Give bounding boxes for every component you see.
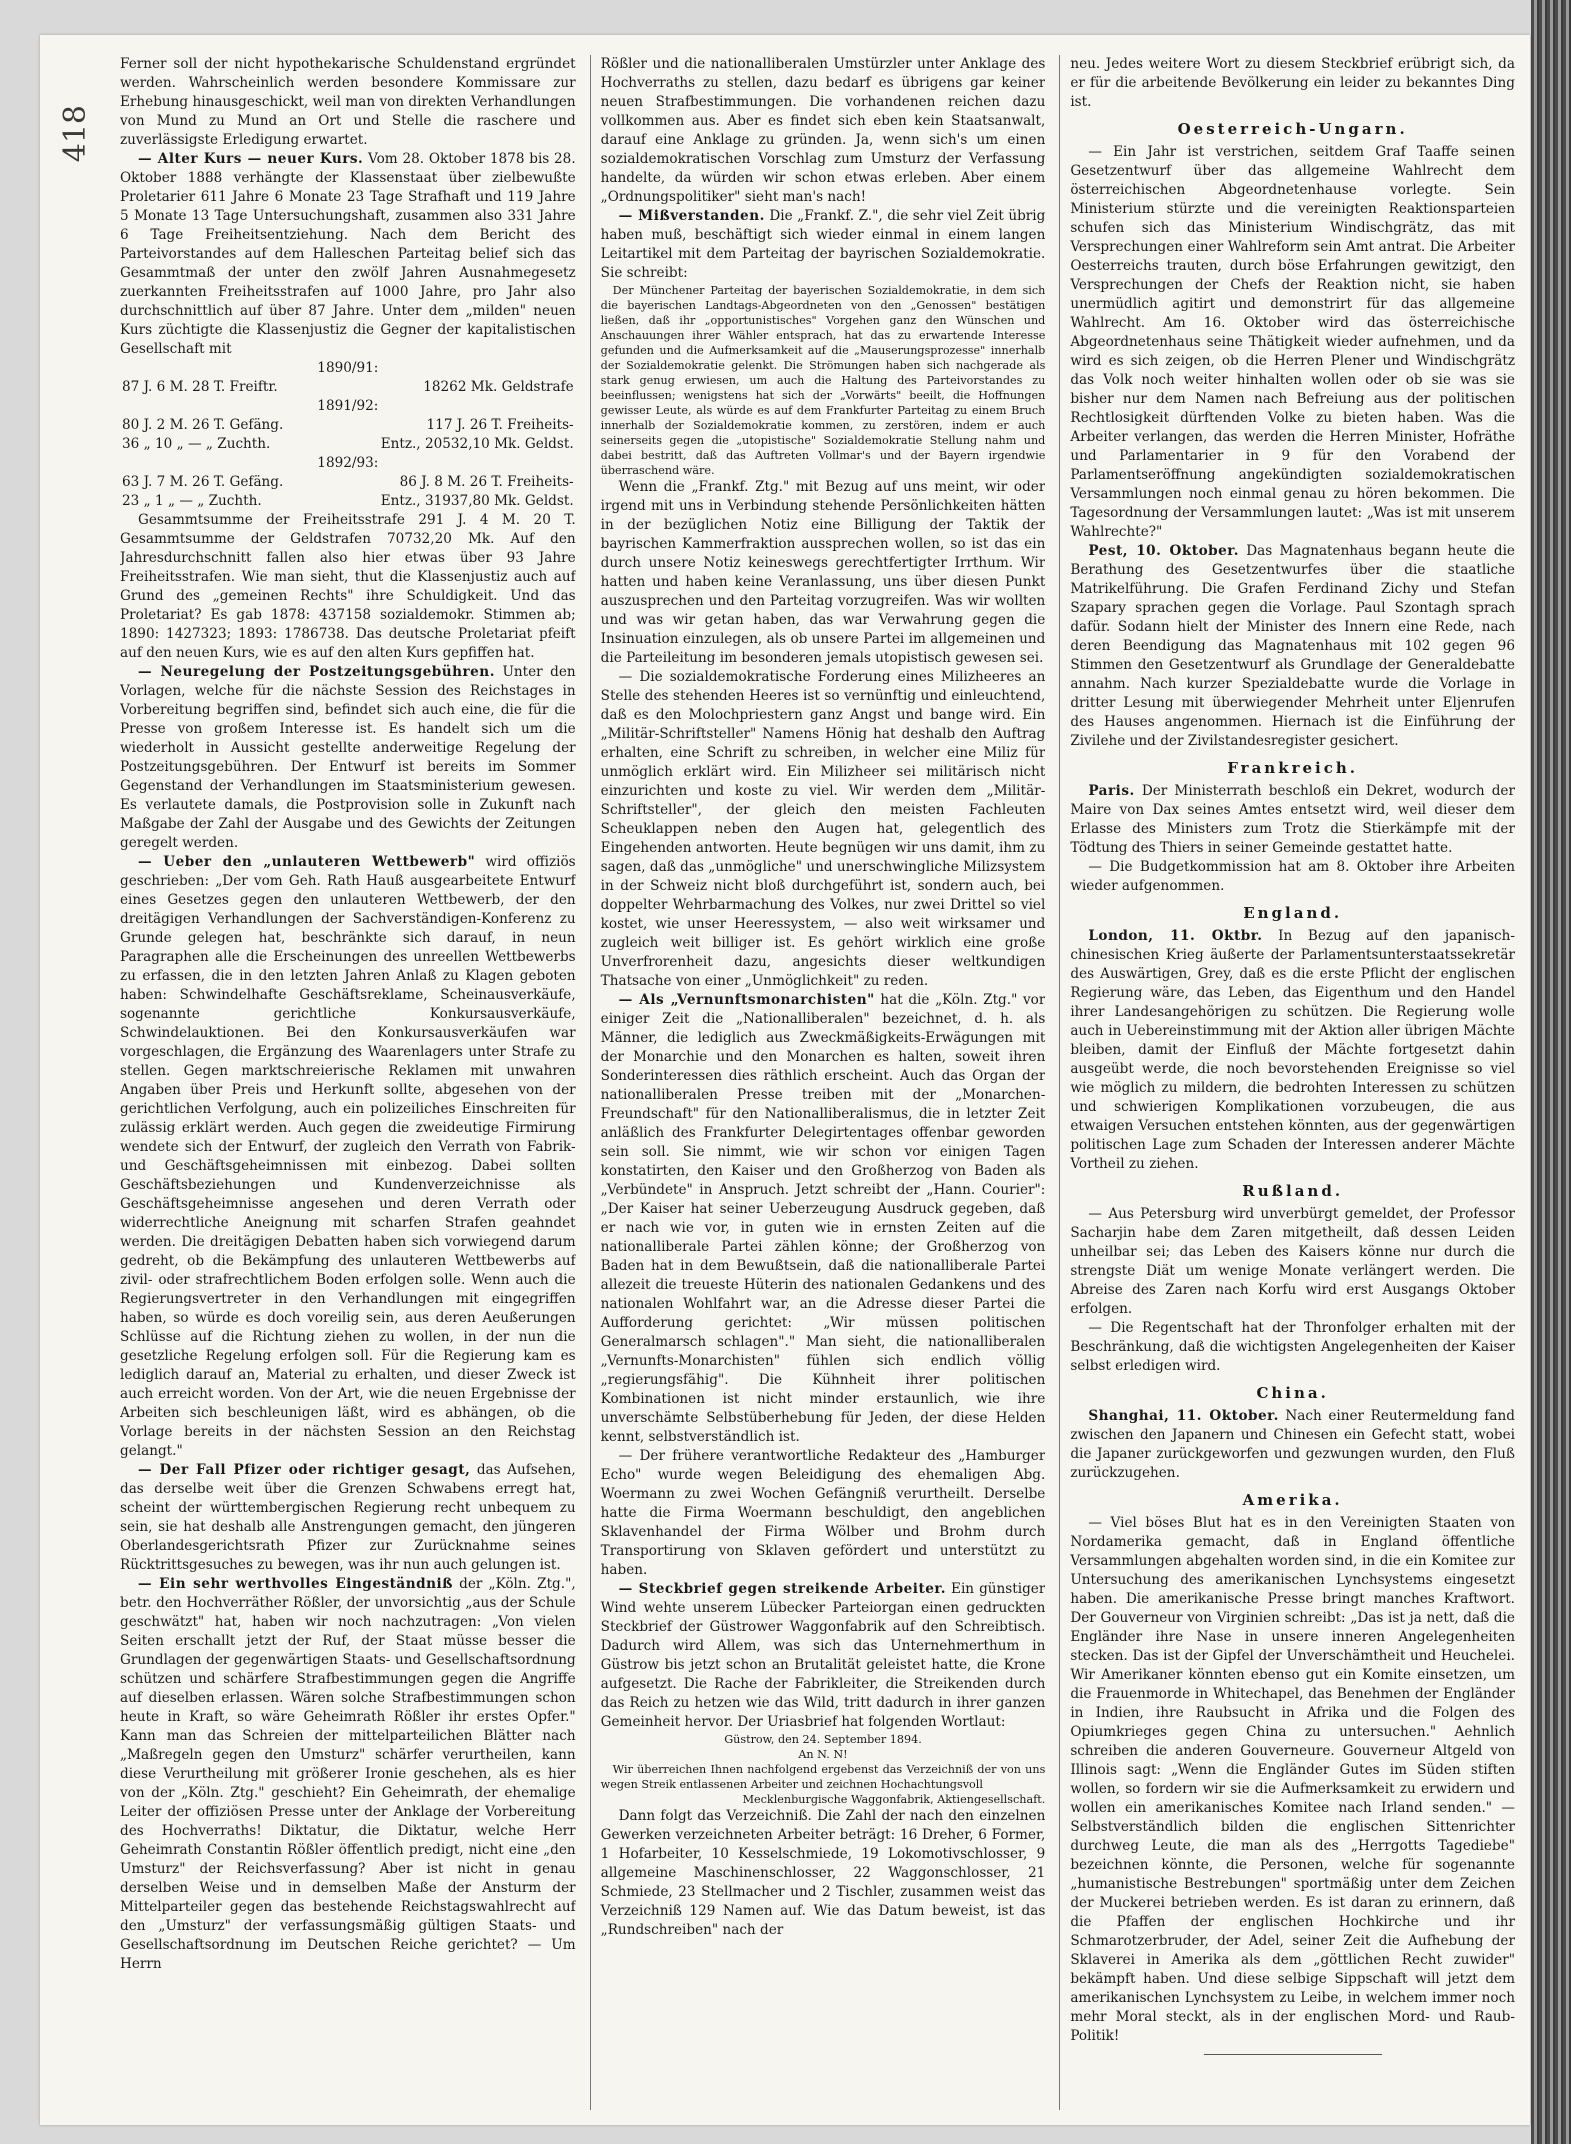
article-text: wird offiziös geschrieben: „Der vom Geh. Rath Hauß ausgearbeitete Entwurf eines Gesetzes gegen den unlauteren Wettbewerb, der den dreitägigen Verhandlungen der Sachverständigen-Konferenz zu Grunde gelegen hat, beschränkte sich darauf, in neun Paragraphen alle die Erscheinungen des unreellen Wettbewerbs zu erfassen, die in den letzten Jahren Anlaß zu Klagen geboten haben: Schwindelhafte Geschäftsreklame, Scheinausverkäufe, sogenannte gerichtliche Konkursausverkäufe, Schwindelauktionen. Bei den Konkursausverkäufen war vorgeschlagen, die Ergänzung des Waarenlagers unter Strafe zu stellen. Gegen marktschreierische Reklamen mit unwahren Angaben über Preis und Herkunft sollte, abgesehen von der gerichtlichen Verfolgung, auch ein polizeiliches Einschreiten für zulässig erklärt werden. Auch gegen die zweideutige Firmirung wendete sich der Entwurf, der zugleich den Verrath von Fabrik- und Geschäftsgeheimnissen mit einbezog. Dabei sollten Geschäftsbeziehungen und Kundenverzeichnisse als Geschäftsgeheimnisse angesehen und deren Verrath oder widerrechtliche Aneignung mit scharfen Strafen geahndet werden. Die dreitägigen Debatten haben sich vorwiegend darum gedreht, ob die Bekämpfung des unlauteren Wettbewerbs auf zivil- oder strafrechtlichem Boden erfolgen solle. Wenn auch die Regierungsvertreter in den Verhandlungen mit eingegriffen haben, so würde es doch voreilig sein, aus deren Aeußerungen Schlüsse auf die Richtung ziehen zu wollen, in der nun die gesetzliche Regelung erfolgen soll. Für die Regierung kam es lediglich darauf an, Material zu erhalten, und dieser Zweck ist auch erreicht worden. Von der Art, wie die neuen Ergebnisse der Arbeiten sich beschleunigen läßt, wird es abhängen, ob die Vorlage bereits in der nächsten Session an den Reichstag gelangt." — [120, 854, 576, 1459]
article-text: Unter den Vorlagen, welche für die nächste Session des Reichstages in Vorbereitung begriffen sind, befindet sich auch eine, die für die Presse von großem Interesse ist. Es handelt sich um die wiederholt in Aussicht gestellte anderweitige Regelung der Postzeitungsgebühren. Der Entwurf ist bereits im Sommer Gegenstand der Verhandlungen im Staatsministerium gewesen. Es verlautete damals, die Postprovision solle in Zukunft nach Maßgabe der Zahl der Ausgabe und des Gewichts der Zeitungen geregelt werden. — [120, 664, 576, 851]
article-paragraph: Dann folgt das Verzeichniß. Die Zahl der nach den einzelnen Gewerken verzeichneten Arbeiter beträgt: 16 Dreher, 6 Former, 1 Hofarbeiter, 10 Kesselschmiede, 19 Lokomotivschlosser, 9 allgemeine Maschinenschlosser, 22 Waggonschlosser, 21 Schmiede, 23 Stellmacher und 2 Tischler, zusammen weist das Verzeichniß 129 Namen auf. Wie das Datum beweist, ist das „Rundschreiben" nach der — [600, 1808, 1046, 1938]
section-heading-china: China. — [1256, 1384, 1329, 1402]
text-columns — [120, 55, 1515, 2110]
section-heading-france: Frankreich. — [1227, 759, 1359, 777]
article-paragraph: — Ein Jahr ist verstrichen, seitdem Graf Taaffe seinen Gesetzentwurf über das allgemeine Wahlrecht dem österreichischen Abgeordnetenhause vorlegte. Sein Ministerium stürzte und die vereinigten Reaktionsparteien schufen sich das Ministerium Windischgrätz, das mit Versprechungen einer Wahlreform sein Amt antrat. Die Arbeiter Oesterreichs trauten, durch böse Erfahrungen gewitzigt, den Versprechungen der Chefs der Reaktion nicht, sie haben unermüdlich agitirt und demonstrirt für das allgemeine Wahlrecht. Am 16. Oktober wird das österreichische Abgeordnetenhaus seine Thätigkeit wieder aufnehmen, und da wird es sich zeigen, ob die Herren Plener und Windischgrätz das Volk noch weiter hinhalten wollen oder ob sie was sie bisher nur dem Namen nach Befreiung aus der politischen Rechtlosigkeit dürftenden Volke zu bieten haben. Was die Arbeiter verlangen, das werden die Herren Minister, Hofräthe und Parlamentarier in 9 für den Vorabend der Parlamentseröffnung angekündigten sozialdemokratischen Versammlungen noch einmal genau zu hören bekommen. Die Tagesordnung der Versammlungen lautet: „Was ist mit unserem Wahlrechte?" — [1070, 144, 1515, 540]
stats-cell: 87 J. 6 M. 28 T. Freiftr. — [122, 379, 278, 395]
stats-table — [120, 473, 576, 511]
letter-body: Wir überreichen Ihnen nachfolgend ergebenst das Verzeichniß der von uns wegen Streik entlassenen Arbeiter und zeichnen Hochachtungsvoll — [600, 1763, 1046, 1791]
article-paragraph — [1070, 927, 1515, 1174]
article-heading: — Ein sehr werthvolles Eingeständniß — [138, 1576, 453, 1592]
section-heading-russia: Rußland. — [1242, 1182, 1344, 1200]
quote-text: Der Münchener Parteitag der bayerischen Sozialdemokratie, in dem sich die bayerischen Landtags-Abgeordneten von den „Genossen" bestätigen ließen, daß ihr „opportunistisches" Vorgehen ganz den Wünschen und Anschauungen ihrer Wähler entsprach, hat das zu erwartende Interesse gefunden und die Aufmerksamkeit auf die „Mauserungsprozesse" innerhalb der Sozialdemokratie gelenkt. Die Strömungen haben sich nachgerade als stark genug erwiesen, um auch die Haltung des Parteivorstandes zu beeinflussen; wenigstens hat sich der „Vorwärts" beeilt, die Hoffnungen gewisser Leute, als würde es auf dem Frankfurter Parteitag zu einem Bruch innerhalb der Sozialdemokratie kommen, zu zerstören, indem er auch seinerseits gegen die „utopistische" Sozialdemokratie Stellung nahm und dabei bestritt, daß das Auftreten Vollmar's und der Bayern irgendwie überraschend wäre. — [600, 284, 1046, 477]
article-paragraph: — Aus Petersburg wird unverbürgt gemeldet, der Professor Sacharjin habe dem Zaren mitgetheilt, daß dessen Leiden unheilbar sei; das Leben des Kaisers könne nur durch die strengste Diät um wenige Monate verlängert werden. Die Abreise des Zaren nach Korfu wird erst Ausgangs Oktober erfolgen. — [1070, 1206, 1515, 1317]
article-paragraph — [120, 1575, 576, 1974]
section-heading-england: England. — [1243, 904, 1343, 922]
newspaper-page — [40, 35, 1530, 2125]
article-text: In Bezug auf den japanisch-chinesischen Krieg äußerte der Parlamentsunterstaatssekretär des Auswärtigen, Grey, daß es die erste Pflicht der englischen Regierung wäre, das Leben, das Eigenthum und den Handel ihrer Landesangehörigen zu schützen. Die Regierung wolle auch in Uebereinstimmung mit der Aktion aller übrigen Mächte bleiben, damit der Einfluß der Mächte fortgesetzt dahin ausgeübt werde, die noch bevorstehenden Ereignisse so viel wie möglich zu mildern, die bedrohten Interessen zu schützen und schwierigen Komplikationen vorzubeugen, die aus etwaigen Versuchen entstehen könnten, aus der gegenwärtigen politischen Lage zum Schaden der Interessen anderer Mächte Vortheil zu ziehen. — [1070, 928, 1515, 1172]
stats-table — [120, 378, 576, 397]
section-heading-america: Amerika. — [1242, 1491, 1343, 1509]
letter-date: Güstrow, den 24. September 1894. — [724, 1733, 922, 1746]
article-paragraph: Gesammtsumme der Freiheitsstrafe 291 J. 4 M. 20 T. Gesammtsumme der Geldstrafen 70732,20 Mk. Auf den Jahresdurchschnitt fallen also hier etwas über 93 Jahre Freiheitsstrafen. Wie man sieht, thut die Klassenjustiz auch auf Grund des „gemeinen Rechts" ihre Schuldigkeit. Und das Proletariat? Es gab 1878: 437158 sozialdemokr. Stimmen ab; 1890: 1427323; 1893: 1786738. Das deutsche Proletariat pfeift auf den neuen Kurs, wie es auf den alten Kurs gepfiffen hat. — [120, 512, 576, 661]
article-text: Ein günstiger Wind wehte unserem Lübecker Parteiorgan einen gedruckten Steckbrief der Güstrower Waggonfabrik auf den Schreibtisch. Dadurch wird Allem, was sich das Unternehmerthum in Güstrow bis jetzt schon an Brutalität geleistet hatte, die Krone aufgesetzt. Die Rache der Fabrikleiter, die Streikenden durch das Reich zu hetzen wie das Wild, tritt dadurch in ihrer ganzen Gemeinheit hervor. Der Uriasbrief hat folgenden Wortlaut: — [600, 1581, 1046, 1730]
dateline: Paris. — [1088, 783, 1135, 799]
article-heading: — Der Fall Pfizer oder richtiger gesagt, — [138, 1462, 471, 1478]
article-paragraph — [1070, 542, 1515, 751]
article-paragraph: — Viel böses Blut hat es in den Vereinigten Staaten von Nordamerika gemacht, daß in England öffentliche Versammlungen abgehalten worden sind, in die ein Komitee zur Untersuchung des amerikanischen Lynchsystems eingesetzt haben. Die amerikanische Presse bringt manches Kraftwort. Der Gouverneur von Virginien schreibt: „Das ist ja nett, daß die Engländer ihre Nase in unsere inneren Angelegenheiten stecken. Das ist der Gipfel der Unverschämtheit und Heuchelei. Wir Amerikaner könnten ebenso gut ein Komite einsetzen, um die Frauenmorde in Whitechapel, das Benehmen der Engländer in Indien, ihre Raubsucht in Afrika und die Folgen des Opiumkrieges gegen China zu untersuchen." Aehnlich schreiben die anderen Gouverneure. Gouverneur Altgeld von Illinois sagt: „Wenn die Engländer Gutes im Süden stiften wollen, so fordern wir sie die Aufmerksamkeit zu erwidern und wollen ein amerikanisches Komitee nach Irland senden." — Selbstverständlich bilden die englischen Sittenrichter durchweg Leute, die man als des „Herrgotts Tagediebe" bezeichnen könnte, die Personen, welche für sogenannte „humanistische Bestrebungen" sportmäßig unter dem Zeichen der Muckerei betrieben werden. Es ist daran zu erinnern, daß die Pfaffen der englischen Hochkirche und ihr Schmarotzerbruder, der Adel, seiner Zeit die Aufhebung der Sklaverei in Amerika als dem „göttlichen Recht zuwider" bekämpft haben. Und diese selbige Sippschaft will jetzt dem amerikanischen Lynchsystem zu Leibe, in welchem immer noch mehr Moral steckt, als in der englischen Mord- und Raub-Politik! — [1070, 1515, 1515, 2044]
letter-excerpt — [601, 1732, 1046, 1807]
column-3 — [1059, 55, 1515, 2110]
article-text: Vom 28. Oktober 1878 bis 28. Oktober 1888 verhängte der Klassenstaat über zielbewußte Proletarier 611 Jahre 6 Monate 23 Tage Strafhaft und 119 Jahre 5 Monate 13 Tage Untersuchungshaft, zusammen also 331 Jahre 6 Tage Freiheitsentziehung. Nach dem Bericht des Parteivorstandes auf dem Halleschen Parteitag belief sich das Gesammtmaß der unter den zwölf Jahren Ausnahmegesetz zuerkannten Freiheitsstrafen auf 1000 Jahre, pro Jahr also durchschnittlich auf über 87 Jahre. Unter dem „milden" neuen Kurs züchtigte die Klassenjustiz die Gegner der kapitalistischen Gesellschaft mit — [120, 151, 576, 357]
article-text: Nach einer Reutermeldung fand zwischen den Japanern und Chinesen ein Gefecht statt, wobei die Japaner zurückgeworfen und gezwungen wurden, den Fluß zurückzugehen. — [1070, 1408, 1515, 1481]
article-heading: — Mißverstanden. — [618, 208, 765, 224]
stats-cell: Entz., 31937,80 Mk. Geldst. — [380, 493, 574, 509]
stats-cell: 18262 Mk. Geldstrafe — [423, 379, 574, 395]
article-paragraph — [1070, 1407, 1515, 1483]
stats-year: 1891/92: — [317, 398, 379, 414]
article-paragraph: — Die Regentschaft hat der Thronfolger erhalten mit der Beschränkung, daß die wichtigsten Angelegenheiten der Kaiser selbst erledigen wird. — [1070, 1320, 1515, 1374]
article-paragraph — [601, 207, 1046, 283]
article-paragraph: neu. Jedes weitere Wort zu diesem Steckbrief erübrigt sich, da er für die arbeitende Bevölkerung ein leider zu bekanntes Ding ist. — [1070, 56, 1515, 110]
stats-cell: 117 J. 26 T. Freiheits- — [426, 417, 574, 433]
article-heading: — Als „Vernunftsmonarchisten" — [618, 992, 875, 1008]
article-paragraph — [1070, 782, 1515, 858]
stats-cell: 36 „ 10 „ — „ Zuchth. — [122, 436, 271, 452]
section-heading-austria: Oesterreich-Ungarn. — [1177, 120, 1408, 138]
article-heading: — Ueber den „unlauteren Wettbewerb" — [138, 854, 476, 870]
article-text: Die „Frankf. Z.", die sehr viel Zeit übrig haben muß, beschäftigt sich wieder einmal in einem langen Leitartikel mit dem Parteitag der bayrischen Sozialdemokratie. Sie schreibt: — [600, 208, 1046, 281]
stats-cell: 63 J. 7 M. 26 T. Gefäng. — [122, 474, 284, 490]
stats-cell: Entz., 20532,10 Mk. Geldst. — [380, 436, 574, 452]
dateline: London, 11. Oktbr. — [1088, 928, 1263, 944]
letter-addressee: An N. N! — [798, 1748, 848, 1761]
article-text: der „Köln. Ztg.", betr. den Hochverräther Rößler, der unvorsichtig „aus der Schule geschwätzt" hat, haben wir noch nachzutragen: „Von vielen Seiten erschallt jetzt der Ruf, der Staat müsse besser die Grundlagen der gegenwärtigen Staats- und Gesellschaftsordnung schützen und schärfere Strafbestimmungen gegen die Angriffe auf dieselben erlassen. Wären solche Strafbestimmungen schon heute in Kraft, so wäre Geheimrath Rößler ihr erstes Opfer." Kann man das Schreien der mittelparteilichen Blätter nach „Maßregeln gegen den Umsturz" schärfer verurtheilen, kann diese Verurtheilung mit größerer Ironie geschehen, als es hier von der „Köln. Ztg." geschieht? Ein Geheimrath, der ehemalige Leiter der offiziösen Presse unter der Anklage der Vorbereitung des Hochverraths! Diktatur, die Diktatur, welche Herr Geheimrath Constantin Rößler öffentlich predigt, nicht eine „den Umsturz" der Reichsverfassung? Aber ist nicht in genau derselben Weise und in demselben Maße der Ansturm der Mittelparteiler gegen das bestehende Reichstagswahlrecht auf den „Umsturz" der verfassungsmäßig gültigen Staats- und Gesellschaftsordnung im Deutschen Reiche gerichtet? — Um Herrn — [120, 1576, 576, 1972]
article-text: Der Ministerrath beschloß ein Dekret, wodurch der Maire von Dax seines Amtes entsetzt wird, weil dieser dem Erlasse des Ministers zum Trotz die Stierkämpfe mit der Tödtung des Thiers in seiner Gemeinde gestattet hatte. — [1070, 783, 1515, 856]
column-1 — [120, 55, 576, 2110]
article-paragraph — [120, 150, 576, 359]
article-paragraph: Ferner soll der nicht hypothekarische Schuldenstand ergründet werden. Wahrscheinlich werden besondere Kommissare zur Erhebung hinausgeschickt, weil man von direkten Verhandlungen von Mund zu Mund an Ort und Stelle die raschere und zuverlässigste Erledigung erwartet. — [120, 56, 576, 148]
letter-signature: Mecklenburgische Waggonfabrik, Aktiengesellschaft. — [742, 1793, 1046, 1806]
article-paragraph: — Der frühere verantwortliche Redakteur des „Hamburger Echo" wurde wegen Beleidigung des ehemaligen Abg. Woermann zu zwei Wochen Gefängniß verurtheilt. Derselbe hatte die Firma Woermann beschuldigt, den angeblichen Sklavenhandel der Firma Wölber und Brohm durch Transportirung von Sklaven gefördert und unterstützt zu haben. — [600, 1448, 1046, 1578]
article-paragraph: — Die Budgetkommission hat am 8. Oktober ihre Arbeiten wieder aufgenommen. — [1070, 859, 1515, 894]
dateline: Pest, 10. Oktober. — [1088, 543, 1239, 559]
article-paragraph: Rößler und die nationalliberalen Umstürzler unter Anklage des Hochverraths zu stellen, dazu bedarf es übrigens gar keiner neuen Strafbestimmungen. Die vorhandenen reichen dazu vollkommen aus. Aber es findet sich eben kein Staatsanwalt, darauf eine Anklage zu gründen. Ja, wenn sich's um einen sozialdemokratischen Vorschlag zum Umsturz der Verfassung handelte, da würden wir schon etwas erleben. Aber einem „Ordnungspolitiker" sieht man's nach! — [600, 56, 1046, 205]
article-heading: — Steckbrief gegen streikende Arbeiter. — [618, 1581, 947, 1597]
article-heading: — Alter Kurs — neuer Kurs. — [138, 151, 364, 167]
end-rule — [1204, 2054, 1382, 2055]
book-spine — [1531, 0, 1571, 2144]
quoted-excerpt — [601, 283, 1046, 478]
article-paragraph — [601, 991, 1046, 1447]
page-number: 418 — [58, 105, 93, 163]
article-paragraph — [120, 663, 576, 853]
article-paragraph — [601, 1580, 1046, 1732]
article-heading: — Neuregelung der Postzeitungsgebühren. — [138, 664, 495, 680]
article-text: Das Magnatenhaus begann heute die Berathung des Gesetzentwurfes über die staatliche Matrikelführung. Die Grafen Ferdinand Zichy und Stefan Szapary sprachen gegen die Vorlage. Paul Szontagh sprach dafür. Sodann hielt der Minister des Innern eine Rede, nach deren Beendigung das Magnatenhaus mit 102 gegen 96 Stimmen den Gesetzentwurf als Grundlage der Generaldebatte annahm. Nach kurzer Spezialdebatte wurde die Vorlage in dritter Lesung mit überwiegender Mehrheit unter Eljenrufen des Hauses angenommen. Hiernach ist die Einführung der Zivilehe und der Zivilstandesregister gesichert. — [1070, 543, 1515, 749]
dateline: Shanghai, 11. Oktober. — [1088, 1408, 1279, 1424]
article-text: das Aufsehen, das derselbe weit über die Grenzen Schwabens erregt hat, scheint der württembergischen Regierung recht unbequem zu sein, sie hat deshalb alle Anstrengungen gemacht, den jüngeren Oberlandesgerichtsrath Pfizer zur Zurücknahme seines Rücktrittsgesuches zu bewegen, was ihr nun auch gelungen ist. — [120, 1462, 576, 1573]
article-paragraph: — Die sozialdemokratische Forderung eines Milizheeres an Stelle des stehenden Heeres ist so vernünftig und einleuchtend, daß es den Molochpriestern ganz Angst und bange wird. Ein „Militär-Schriftsteller" Namens Hönig hat deshalb den Auftrag erhalten, eine Schrift zu schreiben, in welcher eine Miliz für unmöglich erklärt wird. Ein Milizheer sei militärisch nicht einzurichten und koste zu viel. Wir werden dem „Militär-Schriftsteller", der gleich den meisten Fachleuten Scheuklappen neben den Augen hat, gelegentlich des Eingehenden antworten. Heute begnügen wir uns damit, ihm zu sagen, daß das „unmögliche" und unerschwingliche Milizsystem in der Schweiz nicht bloß durchgeführt ist, sondern auch, bei doppelter Wehrbarmachung des Volkes, nur zwei Drittel so viel kostet, wie unser Heeressystem, — also weit wirksamer und zugleich weit billiger ist. Es gehört wirklich eine große Unverfrorenheit dazu, angesichts dieser weltkundigen Thatsache von einer „Unmöglichkeit" zu reden. — [600, 669, 1046, 989]
stats-cell: 23 „ 1 „ — „ Zuchth. — [122, 493, 262, 509]
stats-cell: 86 J. 8 M. 26 T. Freiheits- — [399, 474, 574, 490]
stats-year: 1892/93: — [317, 455, 379, 471]
stats-year: 1890/91: — [317, 360, 379, 376]
article-paragraph — [120, 853, 576, 1461]
stats-table — [120, 416, 576, 454]
article-paragraph — [120, 1461, 576, 1575]
article-text: hat die „Köln. Ztg." vor einiger Zeit die „Nationalliberalen" bezeichnet, d. h. als Männer, die lediglich aus Zweckmäßigkeits-Erwägungen mit der Monarchie und den Monarchen es halten, soweit ihren Sonderinteressen dies räthlich erscheint. Auch das Organ der nationalliberalen Presse treiben mit der „Monarchen-Freundschaft" für den Nationalliberalismus, die in letzter Zeit anläßlich des Frankfurter Delegirtentages offenbar geworden sein soll. Sie nimmt, wie wir schon vor einigen Tagen konstatirten, den Kaiser und den Großherzog von Baden als „Verbündete" in Anspruch. Jetzt schreibt der „Hann. Courier": „Der Kaiser hat seiner Ueberzeugung Ausdruck gegeben, daß er nach wie vor, in guten wie in ernsten Zeiten auf die nationalliberale Partei zählen könne; der Großherzog von Baden hat in dem Bewußtsein, daß die nationalliberale Partei allezeit die treueste Hüterin des nationalen Gedankens und des nationalen Wohlfahrt war, an die Adresse dieser Partei die Aufforderung gerichtet: „Wir müssen politischen Generalmarsch schlagen"." Man sieht, die nationalliberalen „Vernunfts-Monarchisten" fühlen sich endlich völlig „regierungsfähig". Die Kühnheit ihrer politischen Kombinationen ist nicht minder erstaunlich, wie ihre unverschämte Selbstüberhebung für Jeden, der diese Helden kennt, selbstverständlich ist. — [600, 992, 1046, 1445]
column-2 — [590, 55, 1046, 2110]
article-paragraph: Wenn die „Frankf. Ztg." mit Bezug auf uns meint, wir oder irgend mit uns in Verbindung stehende Persönlichkeiten hätten in der bezüglichen Notiz eine Billigung der Taktik der bayrischen Kammerfraktion aussprechen wollen, so ist das ein durch unsere Notiz keineswegs gerechtfertigter Irrthum. Wir hatten und haben keine Veranlassung, uns über diesen Punkt auszusprechen und den Parteitag vorzugreifen. Was wir wollten und was wir getan haben, das war Verwahrung gegen die Insinuation einzulegen, als ob unsere Partei im allgemeinen und die Parteileitung im besonderen jemals utopistisch gewesen sei. — [600, 479, 1046, 666]
stats-cell: 80 J. 2 M. 26 T. Gefäng. — [122, 417, 284, 433]
